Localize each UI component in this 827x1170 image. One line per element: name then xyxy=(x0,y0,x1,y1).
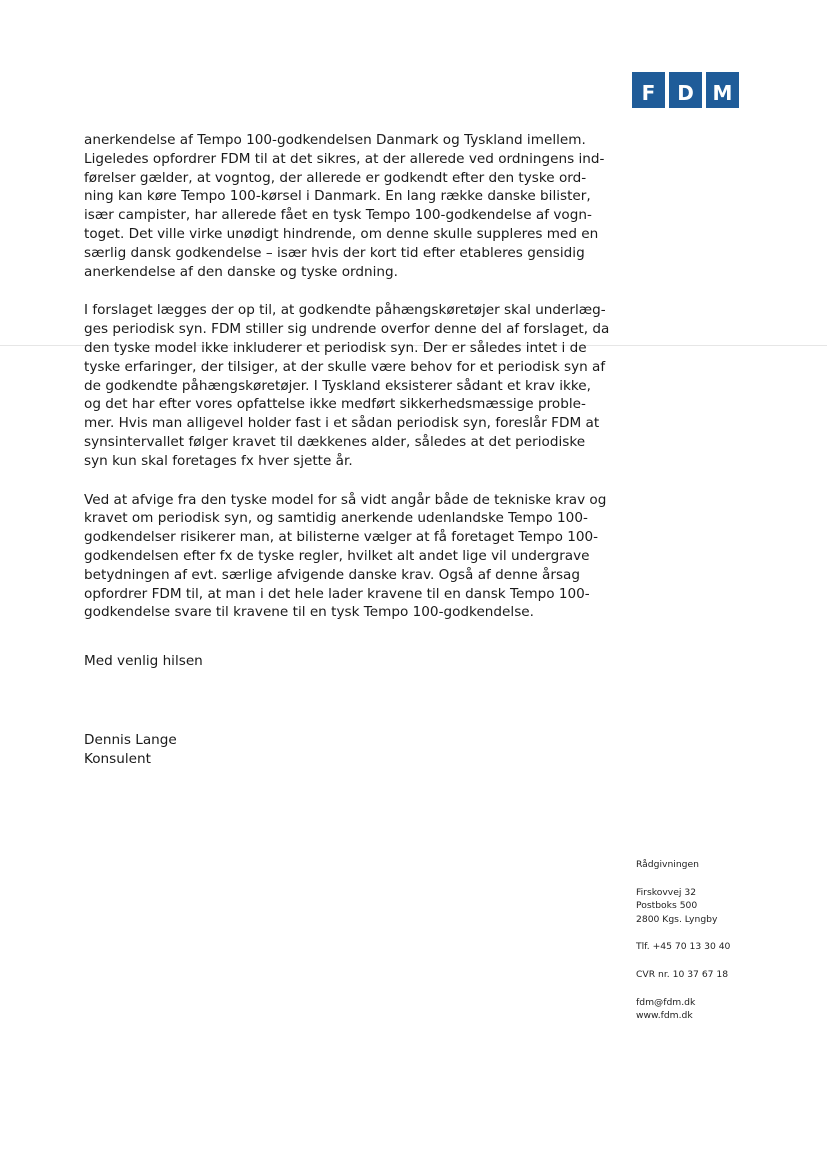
text-line: synsintervallet følger kravet til dækkenes alder, således at det periodiske xyxy=(84,433,586,450)
text-line: anerkendelse af Tempo 100-godkendelsen Danmark og Tyskland imellem. xyxy=(84,132,586,148)
closing-block xyxy=(84,652,203,671)
address-line: 2800 Kgs. Lyngby xyxy=(636,913,718,925)
email-link[interactable]: fdm@fdm.dk xyxy=(636,996,696,1008)
text-line: I forslaget lægges der op til, at godkendte påhængskøretøjer skal underlæg- xyxy=(84,302,606,319)
logo-letter-m: M xyxy=(706,72,739,108)
closing-greeting: Med venlig hilsen xyxy=(84,653,203,669)
signature-block xyxy=(84,731,177,769)
address-line: Postboks 500 xyxy=(636,900,698,912)
text-line: særlig dansk godkendelse – især hvis der kort tid efter etableres gensidig xyxy=(84,244,585,261)
paragraph-1 xyxy=(84,131,624,281)
text-line: især campister, har allerede fået en tysk Tempo 100-godkendelse af vogn- xyxy=(84,207,592,224)
text-line: opfordrer FDM til, at man i det hele lader kravene til en dansk Tempo 100- xyxy=(84,585,590,602)
text-line: og det har efter vores opfattelse ikke medført sikkerhedsmæssige proble- xyxy=(84,396,586,413)
text-line: godkendelse svare til kravene til en tysk Tempo 100-godkendelse. xyxy=(84,604,534,621)
text-line: godkendelser risikerer man, at bilisterne vælger at få foretaget Tempo 100- xyxy=(84,529,599,546)
text-line: Ved at afvige fra den tyske model for så vidt angår både de tekniske krav og xyxy=(84,491,607,508)
paragraph-2 xyxy=(84,301,624,470)
text-line: tyske erfaringer, der tilsiger, at der skulle være behov for et periodisk syn af xyxy=(84,358,606,375)
text-line: anerkendelse af den danske og tyske ordning. xyxy=(84,263,398,280)
address-block xyxy=(636,886,730,927)
text-line: de godkendte påhængskøretøjer. I Tyskland eksisterer sådant et krav ikke, xyxy=(84,377,591,394)
text-line: førelser gælder, at vogntog, der allerede er godkendt efter den tyske ord- xyxy=(84,169,587,186)
contact-block xyxy=(636,996,730,1023)
text-line: syn kun skal foretages fx hver sjette år. xyxy=(84,452,353,469)
text-line: mer. Hvis man alligevel holder fast i et sådan periodisk syn, foreslår FDM at xyxy=(84,415,600,432)
text-line: ning kan køre Tempo 100-kørsel i Danmark. En lang række danske bilister, xyxy=(84,188,591,205)
text-line: godkendelsen efter fx de tyske regler, hvilket alt andet lige vil undergrave xyxy=(84,547,590,564)
logo-letter-d: D xyxy=(669,72,702,108)
text-line: kravet om periodisk syn, og samtidig anerkende udenlandske Tempo 100- xyxy=(84,510,588,527)
paragraph-3 xyxy=(84,491,624,623)
cvr-number: CVR nr. 10 37 67 18 xyxy=(636,968,729,980)
logo-letter-f: F xyxy=(632,72,665,108)
address-line: Firskovvej 32 xyxy=(636,886,697,898)
fdm-logo xyxy=(632,72,739,108)
letter-body xyxy=(84,131,624,642)
text-line: ges periodisk syn. FDM stiller sig undrende overfor denne del af forslaget, da xyxy=(84,321,610,338)
text-line: toget. Det ville virke unødigt hindrende, om denne skulle suppleres med en xyxy=(84,225,599,242)
text-line: betydningen af evt. særlige afvigende danske krav. Også af denne årsag xyxy=(84,566,581,583)
signer-name: Dennis Lange xyxy=(84,732,177,748)
text-line: den tyske model ikke inkluderer et periodisk syn. Der er således intet i de xyxy=(84,339,587,356)
contact-sidebar xyxy=(636,858,730,1037)
signer-title: Konsulent xyxy=(84,750,151,767)
website-link[interactable]: www.fdm.dk xyxy=(636,1010,693,1022)
phone-number: Tlf. +45 70 13 30 40 xyxy=(636,941,731,953)
text-line: Ligeledes opfordrer FDM til at det sikres, at der allerede ved ordningens ind- xyxy=(84,150,605,167)
department-name: Rådgivningen xyxy=(636,859,699,870)
